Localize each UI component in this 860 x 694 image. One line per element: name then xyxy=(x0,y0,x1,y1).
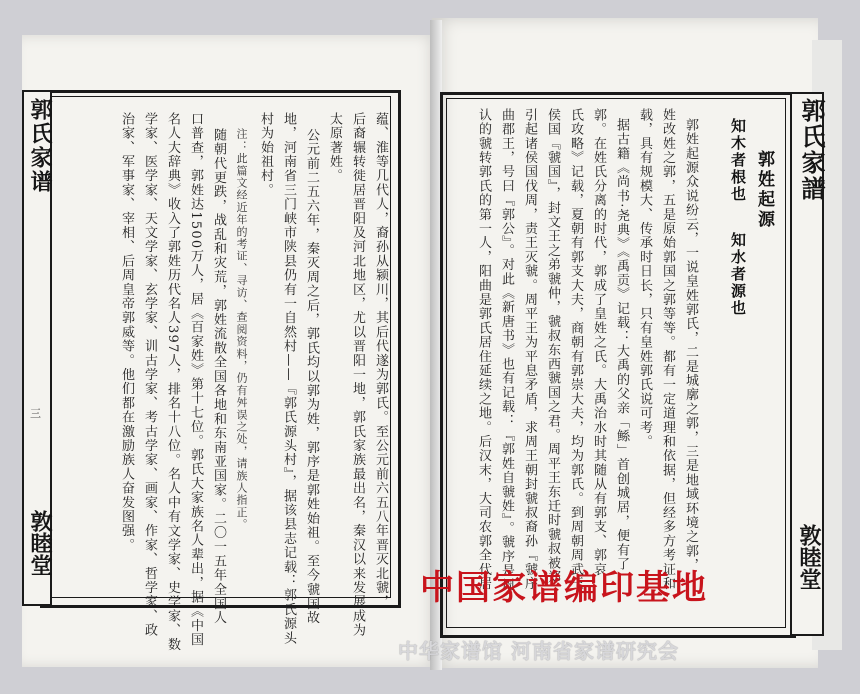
left-col-8: 口普查，郭姓达1500万人，居《百家姓》第十七位。郭氏大家族名人辈出，据《中国 xyxy=(188,112,203,647)
right-col-1: 郭姓起源众说纷云，一说皇姓郭氏，二是城廓之郭，三是地域环境之郭， xyxy=(683,118,698,573)
left-col-10: 学家、医学家、天文学家、玄学家、训古学家、考古学家、画家、作家、哲学家、政 xyxy=(142,112,157,638)
right-side-band xyxy=(790,92,824,636)
left-col-4: 公元前二五六年，秦灭周之后，郭氏均以郭为姓，郭序是郭姓始祖。至今虢国故 xyxy=(304,128,319,625)
book-title-left: 郭氏家谱 xyxy=(27,98,53,194)
hall-name-left: 敦睦堂 xyxy=(27,510,53,576)
right-col-8: 引起诸侯国伐周，责王灭虢。周平王为平息矛盾，求周王朝封虢叔裔孙『虢序 xyxy=(522,108,537,591)
left-side-band xyxy=(22,90,52,606)
right-col-6: 氏攻略》记载，夏朝有郭支大夫，商朝有郭崇大夫，均为郭氏。到周朝周武王 xyxy=(568,108,583,591)
left-col-7: 随朝代更跌，战乱和灾荒，郭姓流散全国各地和东南亚国家。二〇一五年全国人 xyxy=(211,128,226,625)
hall-name-right: 敦睦堂 xyxy=(796,524,822,590)
motto-2: 知水者源也 xyxy=(729,232,747,317)
left-col-2: 后裔辗转徙居晋阳及河北地区，尤以晋阳一地，郭氏家族最出名，秦汉以来发展成为 xyxy=(350,112,365,638)
left-col-5: 地，河南省三门峡市陕县仍有一自然村——『郭氏源头村』，据该县志记载：郭氏源头 xyxy=(281,112,296,646)
watermark-subtitle: 中华家谱馆 河南省家谱研究会 xyxy=(398,639,679,663)
motto-1: 知木者根也 xyxy=(729,118,747,203)
left-col-11: 治家、军事家、宰相、后周皇帝郭威等。他们都在激励族人奋发图强。 xyxy=(119,112,134,553)
right-col-3: 载，具有规模大、传承时日长，只有皇姓郭氏说可考。 xyxy=(637,108,652,449)
left-col-1: 蕴、淮等几代人，裔孙从颍川，其后代遂为郭氏。至公元前六五八年晋灭北虢， xyxy=(373,112,388,609)
left-col-9: 名人大辞典》收入了郭姓历代名人397人，排名十八位。名人中有文学家、史学家、数 xyxy=(165,112,180,652)
right-col-2: 姓改姓之郭，五是原始郭国之郭等等。都有一定道理和依据，但经多方考证和 xyxy=(660,108,675,591)
right-col-7: 侯国『虢国』，封文王之弟虢仲，虢叔东西虢国之君。周平王东迁时虢叔被郑 xyxy=(545,108,560,585)
right-col-5: 郭。在姓氏分离的时代，郭成了皇姓之氏。大禹治水时其随从有郭支、郭哀， xyxy=(591,108,606,591)
book-title-right: 郭氏家譜 xyxy=(797,98,826,202)
right-col-4: 据古籍《尚书·尧典》《禹贡》记载：大禹的父亲「鲧」首创城居，便有了 xyxy=(614,118,629,572)
right-col-10: 认的虢转郭氏的第一人，阳曲是郭氏居住延续之地。后汉末，大司农郭全代居 xyxy=(476,108,491,591)
left-note: 注：此篇文经近年的考证、寻访、查阅资料，仍有舛误之处，请族人指正。 xyxy=(235,128,248,531)
left-col-6: 村为始祖村。 xyxy=(258,112,273,198)
section-heading: 郭姓起源 xyxy=(754,150,774,230)
page-number: 三 xyxy=(30,407,41,420)
left-col-3: 太原著姓。 xyxy=(327,112,342,183)
watermark-title: 中国家谱编印基地 xyxy=(420,568,708,608)
right-col-9: 曲郡王，号曰『郭公』。对此《新唐书》也有记载：『郭姓自虢姓』。虢序是周 xyxy=(499,108,514,592)
